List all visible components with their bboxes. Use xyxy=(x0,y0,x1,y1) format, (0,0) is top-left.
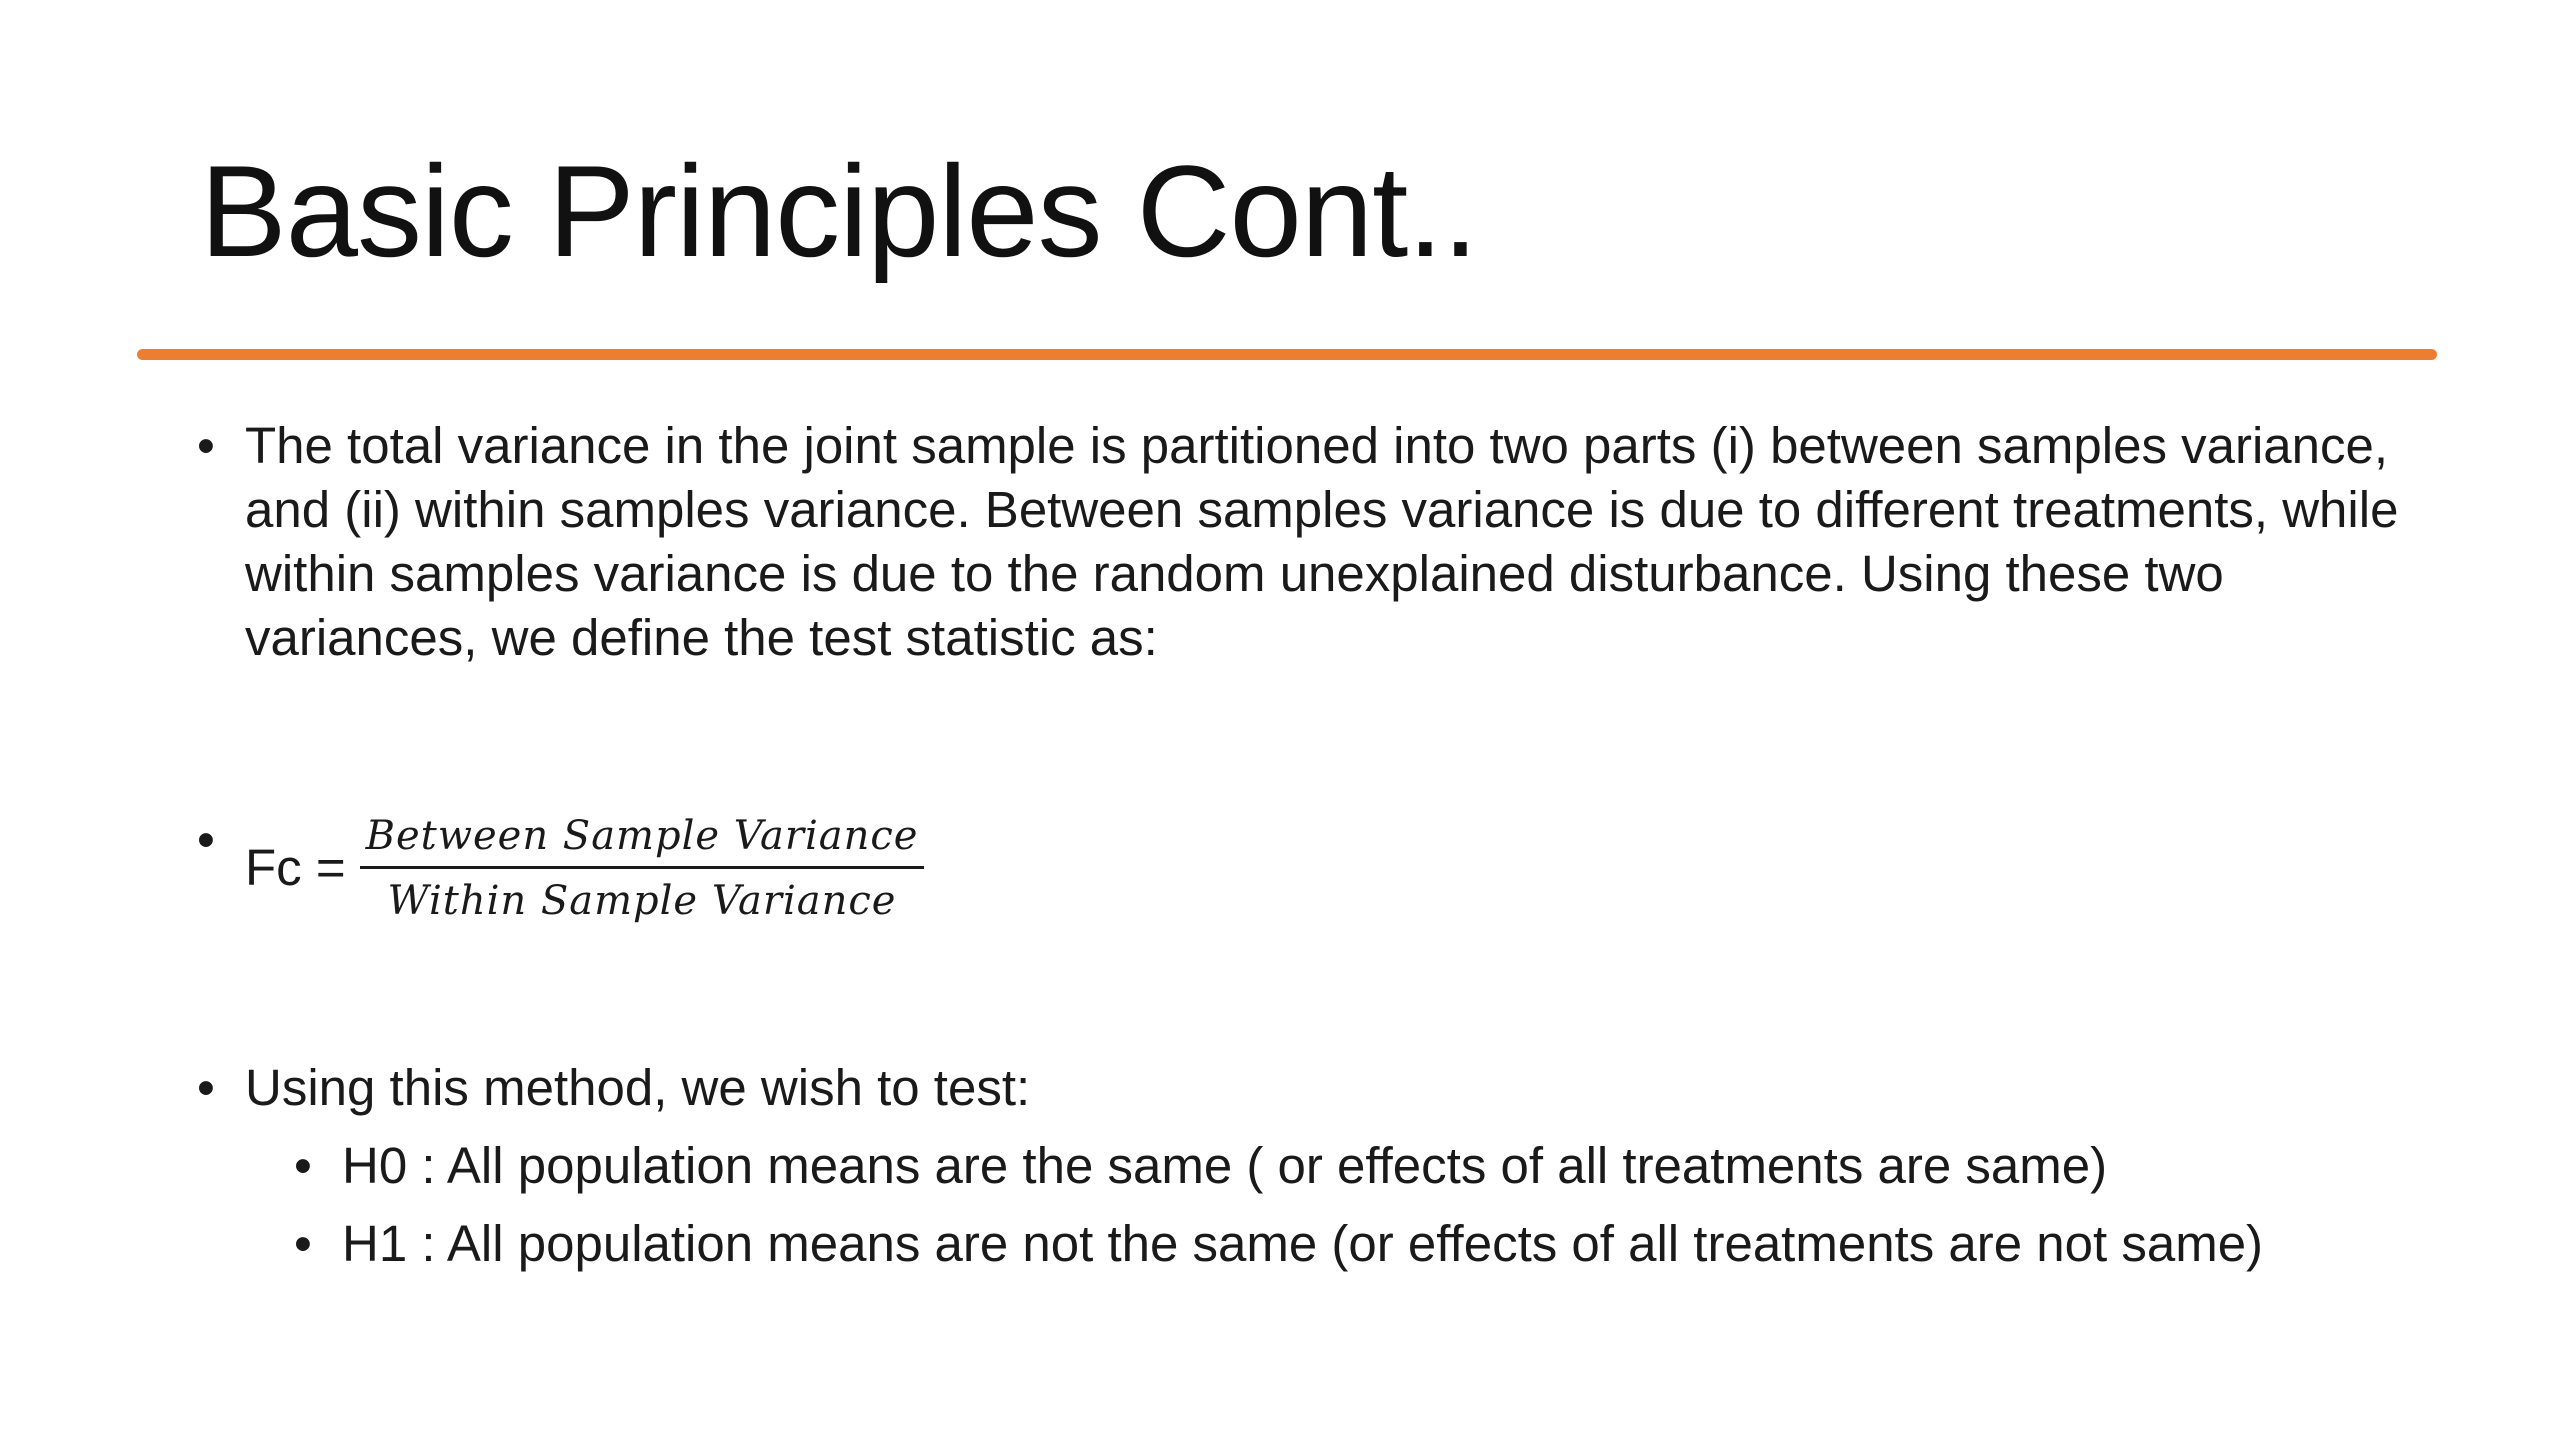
formula-denominator: Within Sample Variance xyxy=(387,877,897,924)
title-divider xyxy=(137,349,2437,360)
bullet-h0: • H0 : All population means are the same ( or effects of all treatments are same) xyxy=(294,1134,2447,1198)
formula-lhs: • Fc = xyxy=(245,839,346,896)
slide-title: Basic Principles Cont.. xyxy=(200,138,1478,284)
bullet-test-statistic xyxy=(197,808,2447,928)
formula-fraction xyxy=(360,812,925,925)
bullet-variance-partition: • The total variance in the joint sample is partitioned into two parts (i) between samples variance, and (ii) within samples variance. Between samples variance is due to different treatments, while within samples variance is due to the random unexplained disturbance. Using these two variances, we define the test statistic as: xyxy=(197,414,2445,670)
slide-body xyxy=(197,414,2447,1276)
bullet-h1: • H1 : All population means are not the same (or effects of all treatments are not same) xyxy=(294,1212,2392,1276)
formula-numerator: Between Sample Variance xyxy=(360,812,925,869)
bullet-hypotheses-intro: • Using this method, we wish to test: xyxy=(197,1056,2447,1120)
